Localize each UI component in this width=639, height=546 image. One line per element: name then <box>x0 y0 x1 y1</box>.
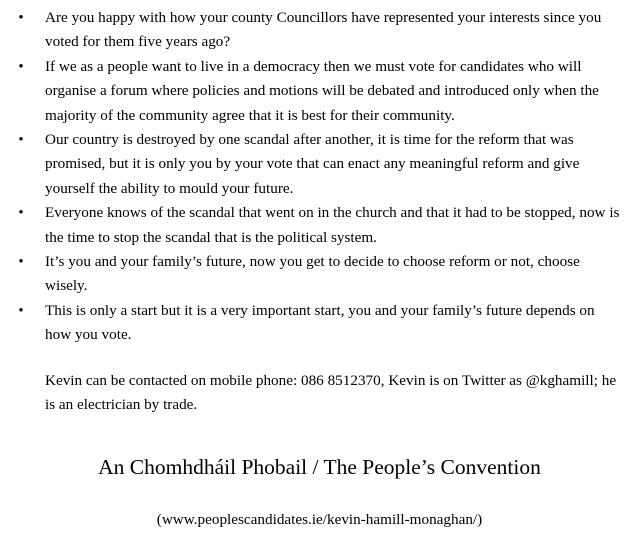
list-item <box>0 299 639 348</box>
list-item <box>0 201 639 250</box>
contact-paragraph: Kevin can be contacted on mobile phone: 086 8512370, Kevin is on Twitter as @kghamill; he is an electrician by trade. <box>45 372 617 414</box>
list-item <box>0 6 639 55</box>
list-item <box>0 250 639 299</box>
bullet-icon: • <box>18 10 24 26</box>
bullet-list <box>0 6 639 348</box>
list-item <box>0 128 639 201</box>
website-link-text: (www.peoplescandidates.ie/kevin-hamill-monaghan/) <box>156 511 483 528</box>
bullet-text: If we as a people want to live in a democracy then we must vote for candidates who will organise a forum where policies and motions will be debated and introduced only when the majority of the community agree that it is best for their community. <box>45 57 599 124</box>
organisation-heading: An Chomhdháil Phobail / The People’s Convention <box>98 455 541 479</box>
bullet-icon: • <box>18 302 24 319</box>
bullet-icon: • <box>18 58 24 75</box>
bullet-text: This is only a start but it is a very important start, you and your family’s future depends on how you vote. <box>45 301 595 344</box>
bullet-text: Are you happy with how your county Councillors have represented your interests since you voted for them five years ago? <box>45 9 602 51</box>
bullet-icon: • <box>18 254 24 271</box>
list-item <box>0 55 639 128</box>
bullet-icon: • <box>18 132 24 149</box>
bullet-text: Everyone knows of the scandal that went on in the church and that it had to be stopped, now is the time to stop the scandal that is the political system. <box>45 204 620 246</box>
bullet-text: It’s you and your family’s future, now you get to decide to choose reform or not, choose wisely. <box>45 253 580 295</box>
bullet-icon: • <box>18 205 24 222</box>
bullet-text: Our country is destroyed by one scandal after another, it is time for the reform that was promised, but it is only you by your vote that can enact any meaningful reform and give yourself the ability to mould your future. <box>45 131 580 197</box>
